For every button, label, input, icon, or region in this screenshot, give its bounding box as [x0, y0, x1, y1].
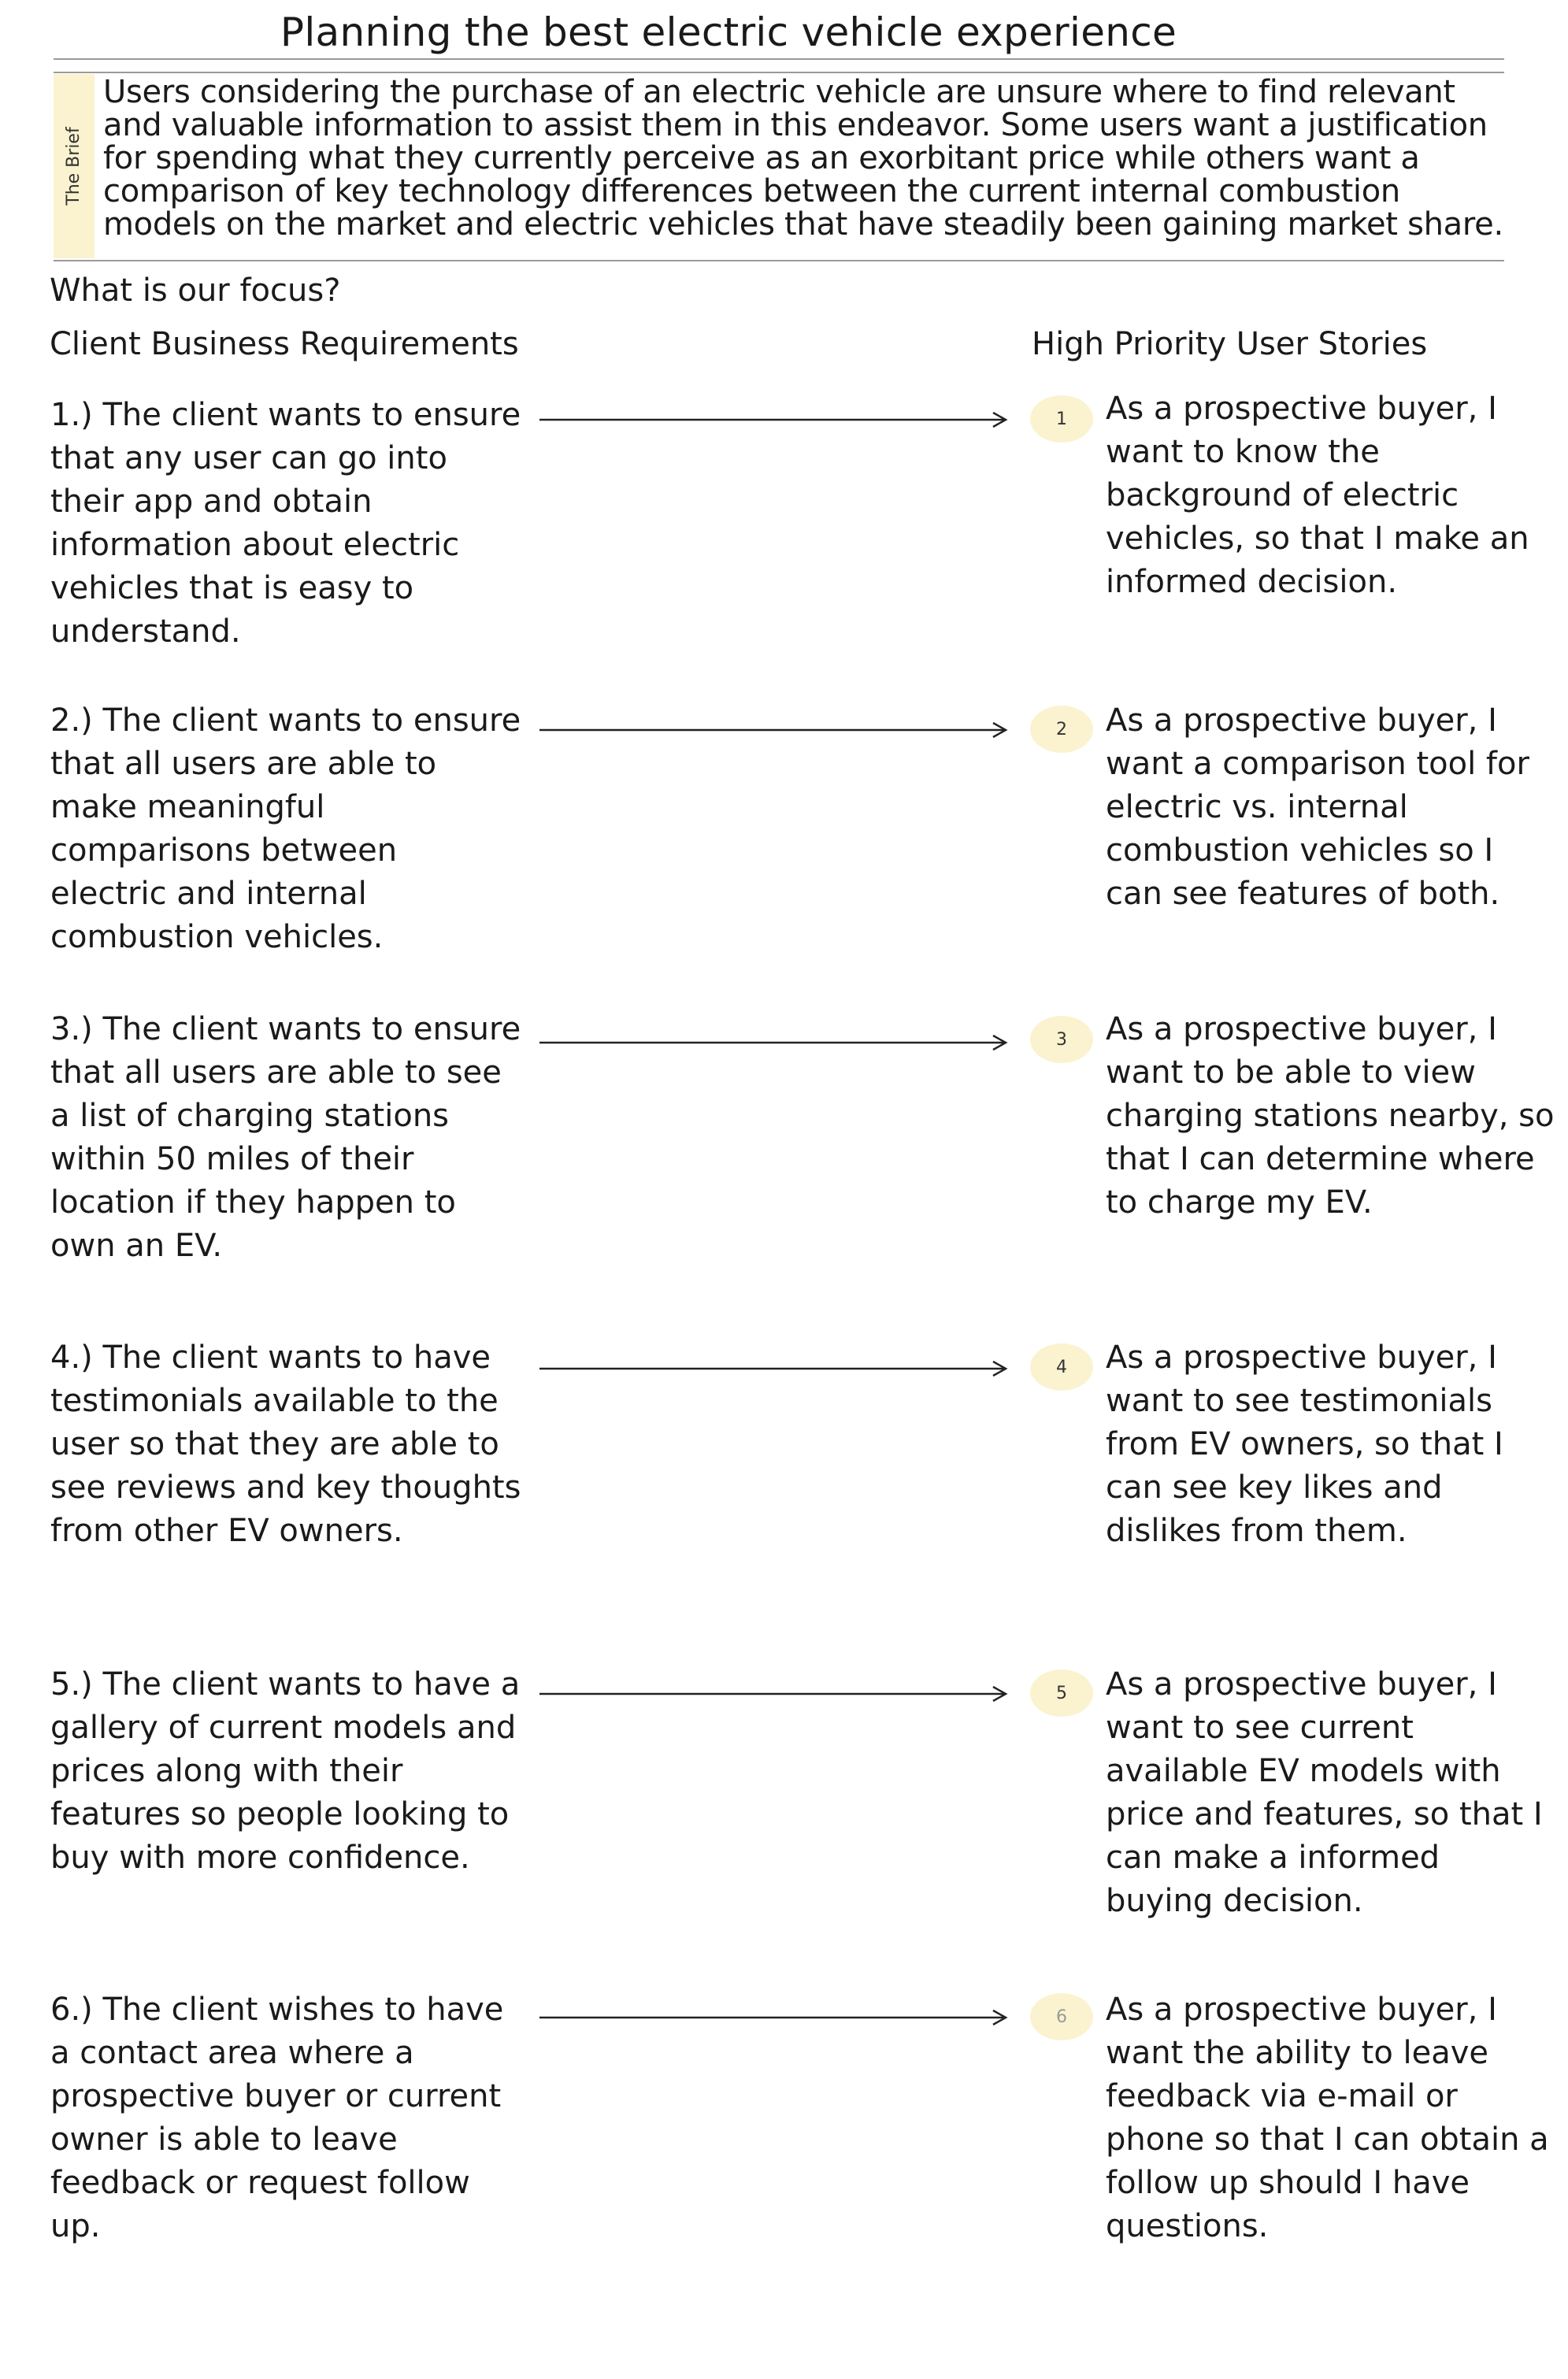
story-badge-2: 2	[1030, 706, 1093, 753]
title-divider-bottom	[54, 72, 1504, 73]
focus-question: What is our focus?	[50, 272, 341, 309]
user-story-6: As a prospective buyer, I want the ability to leave feedback via e-mail or phone so that I can obtain a follow up should I have questions.	[1106, 1992, 1549, 2244]
user-story-3: As a prospective buyer, I want to be able to view charging stations nearby, so that I can determine where to charge my EV.	[1106, 1011, 1555, 1221]
user-story-4: As a prospective buyer, I want to see testimonials from EV owners, so that I can see key likes and dislikes from them.	[1106, 1340, 1503, 1549]
user-story-1: As a prospective buyer, I want to know the background of electric vehicles, so that I make an informed decision.	[1106, 391, 1529, 600]
brief-label: The Brief	[64, 127, 83, 206]
story-badge-6: 6	[1030, 1993, 1093, 2040]
arrow-4	[539, 1359, 1012, 1378]
story-badge-4: 4	[1030, 1343, 1093, 1391]
stories-heading: High Priority User Stories	[1032, 326, 1428, 362]
requirement-3: 3.) The client wants to ensure that all users are able to see a list of charging stations within 50 miles of their location if they happen to own an EV.	[50, 1011, 521, 1264]
arrow-6	[539, 2008, 1012, 2027]
story-badge-1: 1	[1030, 395, 1093, 443]
user-story-2: As a prospective buyer, I want a comparison tool for electric vs. internal combustion vehicles so I can see features of both.	[1106, 702, 1529, 912]
requirement-1: 1.) The client wants to ensure that any user can go into their app and obtain information about electric vehicles that is easy to understand.	[50, 397, 521, 650]
requirement-2: 2.) The client wants to ensure that all users are able to make meaningful comparisons between electric and internal combustion vehicles.	[50, 702, 521, 955]
story-badge-3: 3	[1030, 1016, 1093, 1063]
arrow-5	[539, 1684, 1012, 1703]
requirements-heading: Client Business Requirements	[50, 326, 519, 362]
arrow-3	[539, 1033, 1012, 1052]
arrow-1	[539, 410, 1012, 429]
brief-text: Users considering the purchase of an electric vehicle are unsure where to find relevant and valuable information to assist them in this endeavor. Some users want a justification for spending what they currently perceive as an exorbitant price while others want a comparison of key technology differences between the current internal combustion models on the market and electric vehicles that have steadily been gaining market share.	[103, 74, 1503, 243]
user-story-5: As a prospective buyer, I want to see current available EV models with price and features, so that I can make a informed buying decision.	[1106, 1666, 1543, 1919]
requirement-4: 4.) The client wants to have testimonials available to the user so that they are able to see reviews and key thoughts from other EV owners.	[50, 1340, 521, 1549]
requirement-6: 6.) The client wishes to have a contact area where a prospective buyer or current owner is able to leave feedback or request follow up.	[50, 1992, 504, 2244]
page-title: Planning the best electric vehicle experience	[280, 9, 1177, 55]
arrow-2	[539, 721, 1012, 739]
title-divider-top	[54, 58, 1504, 60]
story-badge-5: 5	[1030, 1669, 1093, 1717]
brief-divider	[54, 260, 1504, 261]
requirement-5: 5.) The client wants to have a gallery of current models and prices along with their features so people looking to buy with more confidence.	[50, 1666, 521, 1876]
